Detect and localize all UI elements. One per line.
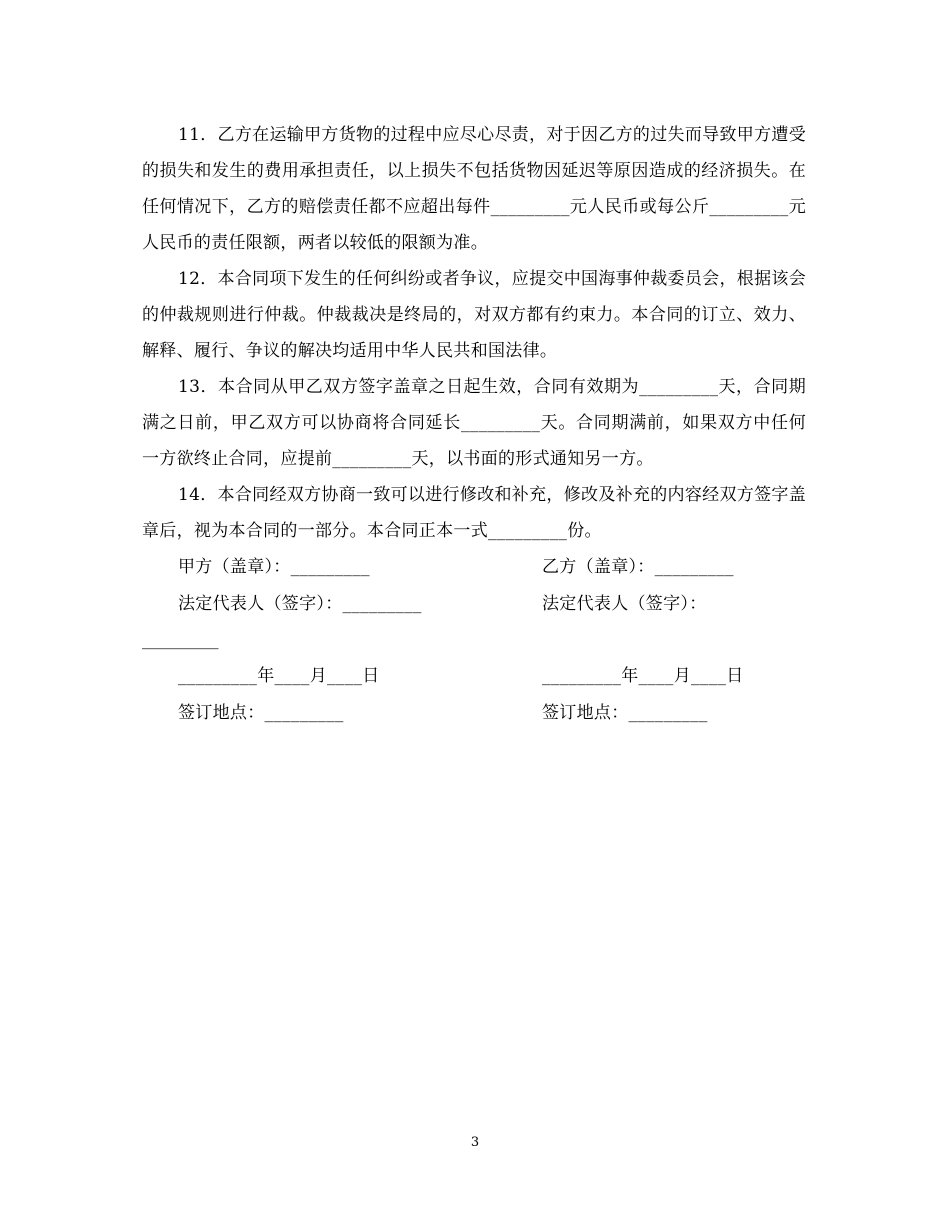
party-b-date-line: _________年____月____日 bbox=[542, 666, 744, 686]
party-b-representative-line: 法定代表人（签字）： bbox=[542, 594, 707, 614]
party-b-signing-place: 签订地点：_________ bbox=[542, 703, 708, 723]
contract-body bbox=[142, 117, 806, 549]
party-a-date-line: _________年____月____日 bbox=[178, 666, 380, 686]
party-a-representative-line: 法定代表人（签字）：_________ bbox=[178, 594, 422, 614]
party-b-representative-blank: _________ bbox=[142, 630, 219, 650]
party-a-seal-line: 甲方（盖章）：_________ bbox=[178, 557, 370, 577]
page-number: 3 bbox=[470, 1135, 480, 1150]
clause-12: 12．本合同项下发生的任何纠纷或者争议，应提交中国海事仲裁委员会，根据该会的仲裁规则进行仲裁。仲裁裁决是终局的，对双方都有约束力。本合同的订立、效力、解释、履行、争议的解决均适用中华人民共和国法律。 bbox=[142, 269, 806, 361]
clause-13: 13．本合同从甲乙双方签字盖章之日起生效，合同有效期为_________天，合同期满之日前，甲乙双方可以协商将合同延长_________天。合同期满前，如果双方中任何一方欲终止合同，应提前_________天，以书面的形式通知另一方。 bbox=[142, 377, 806, 469]
party-b-seal-line: 乙方（盖章）：_________ bbox=[542, 557, 734, 577]
clause-14: 14．本合同经双方协商一致可以进行修改和补充，修改及补充的内容经双方签字盖章后，视为本合同的一部分。本合同正本一式_________份。 bbox=[142, 485, 806, 541]
party-a-signing-place: 签订地点：_________ bbox=[178, 703, 344, 723]
clause-11: 11．乙方在运输甲方货物的过程中应尽心尽责，对于因乙方的过失而导致甲方遭受的损失和发生的费用承担责任，以上损失不包括货物因延迟等原因造成的经济损失。在任何情况下，乙方的赔偿责任都不应超出每件_________元人民币或每公斤_________元人民币的责任限额，两者以较低的限额为准。 bbox=[142, 125, 806, 253]
